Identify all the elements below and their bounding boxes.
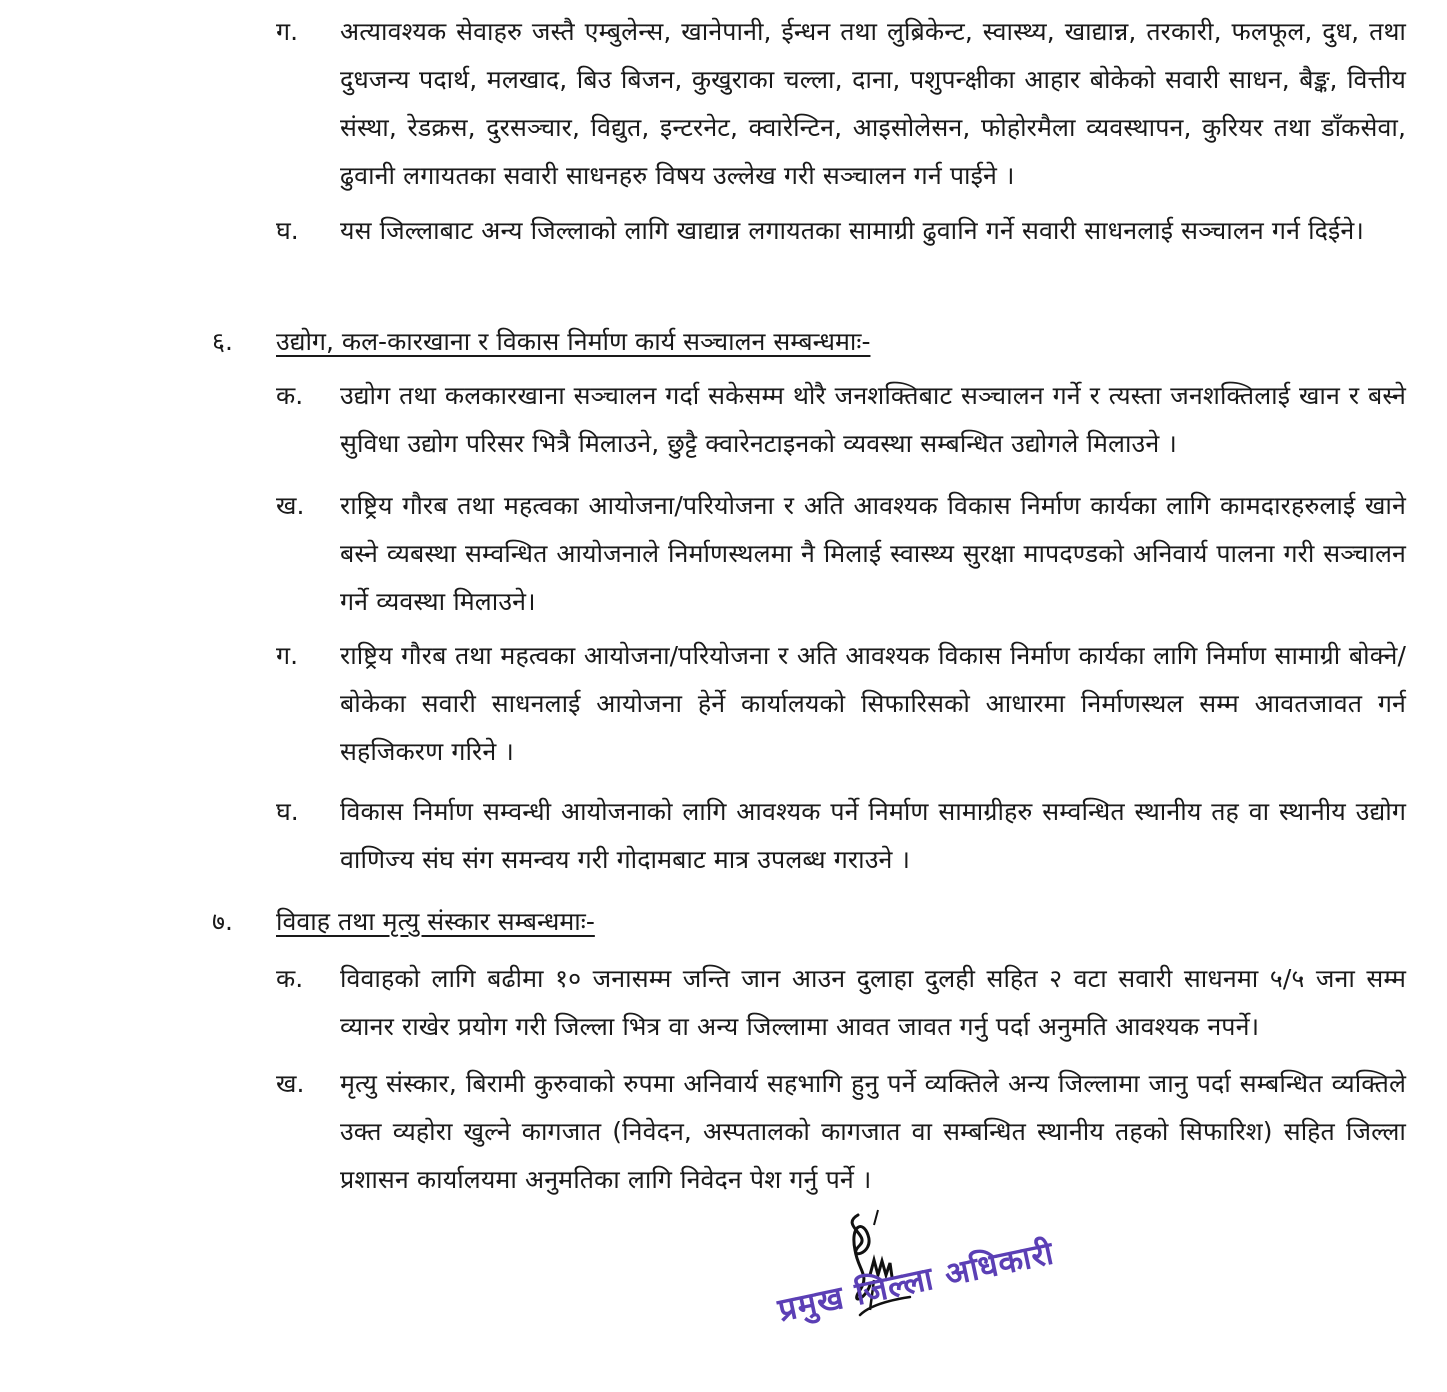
section-number: ७. bbox=[212, 907, 233, 936]
section-number: ६. bbox=[212, 327, 233, 356]
item-letter: ग. bbox=[276, 641, 299, 670]
item-text: विकास निर्माण सम्वन्धी आयोजनाको लागि आवश्यक पर्ने निर्माण सामाग्रीहरु सम्वन्धित स्थानीय तह वा स्थानीय उद्योग वाणिज्य संघ संग समन्वय गरी गोदामबाट मात्र उपलब्ध गराउने । bbox=[340, 797, 1406, 874]
list-item bbox=[276, 955, 1406, 1051]
section-title: विवाह तथा मृत्यु संस्कार सम्बन्धमाः- bbox=[276, 907, 595, 936]
item-text: राष्ट्रिय गौरब तथा महत्वका आयोजना/परियोजना र अति आवश्यक विकास निर्माण कार्यका लागि कामदारहरुलाई खाने बस्ने व्यबस्था सम्वन्धित आयोजनाले निर्माणस्थलमा नै मिलाई स्वास्थ्य सुरक्षा मापदण्डको अनिवार्य पालना गरी सञ्चालन गर्ने व्यवस्था मिलाउने। bbox=[340, 491, 1406, 616]
list-item bbox=[276, 482, 1406, 626]
item-letter: क. bbox=[276, 964, 304, 993]
item-letter: क. bbox=[276, 381, 304, 410]
item-text: उद्योग तथा कलकारखाना सञ्चालन गर्दा सकेसम्म थोरै जनशक्तिबाट सञ्चालन गर्ने र त्यस्ता जनशक्तिलाई खान र बस्ने सुविधा उद्योग परिसर भित्रै मिलाउने, छुट्टै क्वारेनटाइनको व्यवस्था सम्बन्धित उद्योगले मिलाउने । bbox=[340, 381, 1406, 458]
list-item bbox=[276, 788, 1406, 884]
item-text: मृत्यु संस्कार, बिरामी कुरुवाको रुपमा अनिवार्य सहभागि हुनु पर्ने व्यक्तिले अन्य जिल्लामा जानु पर्दा सम्बन्धित व्यक्तिले उक्त व्यहोरा खुल्ने कागजात (निवेदन, अस्पतालको कागजात वा सम्बन्धित स्थानीय तहको सिफारिश) सहित जिल्ला प्रशासन कार्यालयमा अनुमतिका लागि निवेदन पेश गर्नु पर्ने । bbox=[340, 1069, 1406, 1194]
list-item bbox=[276, 372, 1406, 468]
item-text: राष्ट्रिय गौरब तथा महत्वका आयोजना/परियोजना र अति आवश्यक विकास निर्माण कार्यका लागि निर्माण सामाग्री बोक्ने/बोकेका सवारी साधनलाई आयोजना हेर्ने कार्यालयको सिफारिसको आधारमा निर्माणस्थल सम्म आवतजावत गर्न सहजिकरण गरिने । bbox=[340, 641, 1406, 766]
item-letter: घ. bbox=[276, 216, 299, 245]
item-letter: ख. bbox=[276, 1069, 305, 1098]
item-letter: ख. bbox=[276, 491, 305, 520]
list-item bbox=[276, 207, 1406, 255]
item-text: अत्यावश्यक सेवाहरु जस्तै एम्बुलेन्स, खानेपानी, ईन्धन तथा लुब्रिकेन्ट, स्वास्थ्य, खाद्यान्न, तरकारी, फलफूल, दुध, तथा दुधजन्य पदार्थ, मलखाद, बिउ बिजन, कुखुराका चल्ला, दाना, पशुपन्क्षीका आहार बोकेको सवारी साधन, बैङ्क, वित्तीय संस्था, रेडक्रस, दुरसञ्चार, विद्युत, इन्टरनेट, क्वारेन्टिन, आइसोलेसन, फोहोरमैला व्यवस्थापन, कुरियर तथा डाँकसेवा, ढुवानी लगायतका सवारी साधनहरु विषय उल्लेख गरी सञ्चालन गर्न पाईने । bbox=[340, 17, 1406, 190]
item-letter: घ. bbox=[276, 797, 299, 826]
list-item bbox=[276, 632, 1406, 776]
item-text: यस जिल्लाबाट अन्य जिल्लाको लागि खाद्यान्न लगायतका सामाग्री ढुवानि गर्ने सवारी साधनलाई सञ्चालन गर्न दिईने। bbox=[340, 216, 1364, 245]
list-item bbox=[276, 8, 1406, 200]
official-stamp: प्रमुख जिल्ला अधिकारी bbox=[774, 1233, 1058, 1330]
item-letter: ग. bbox=[276, 17, 299, 46]
list-item bbox=[276, 1060, 1406, 1204]
item-text: विवाहको लागि बढीमा १० जनासम्म जन्ति जान आउन दुलाहा दुलही सहित २ वटा सवारी साधनमा ५/५ जना सम्म व्यानर राखेर प्रयोग गरी जिल्ला भित्र वा अन्य जिल्लामा आवत जावत गर्नु पर्दा अनुमति आवश्यक नपर्ने। bbox=[340, 964, 1406, 1041]
section-title: उद्योग, कल-कारखाना र विकास निर्माण कार्य सञ्चालन सम्बन्धमाः- bbox=[276, 327, 871, 356]
